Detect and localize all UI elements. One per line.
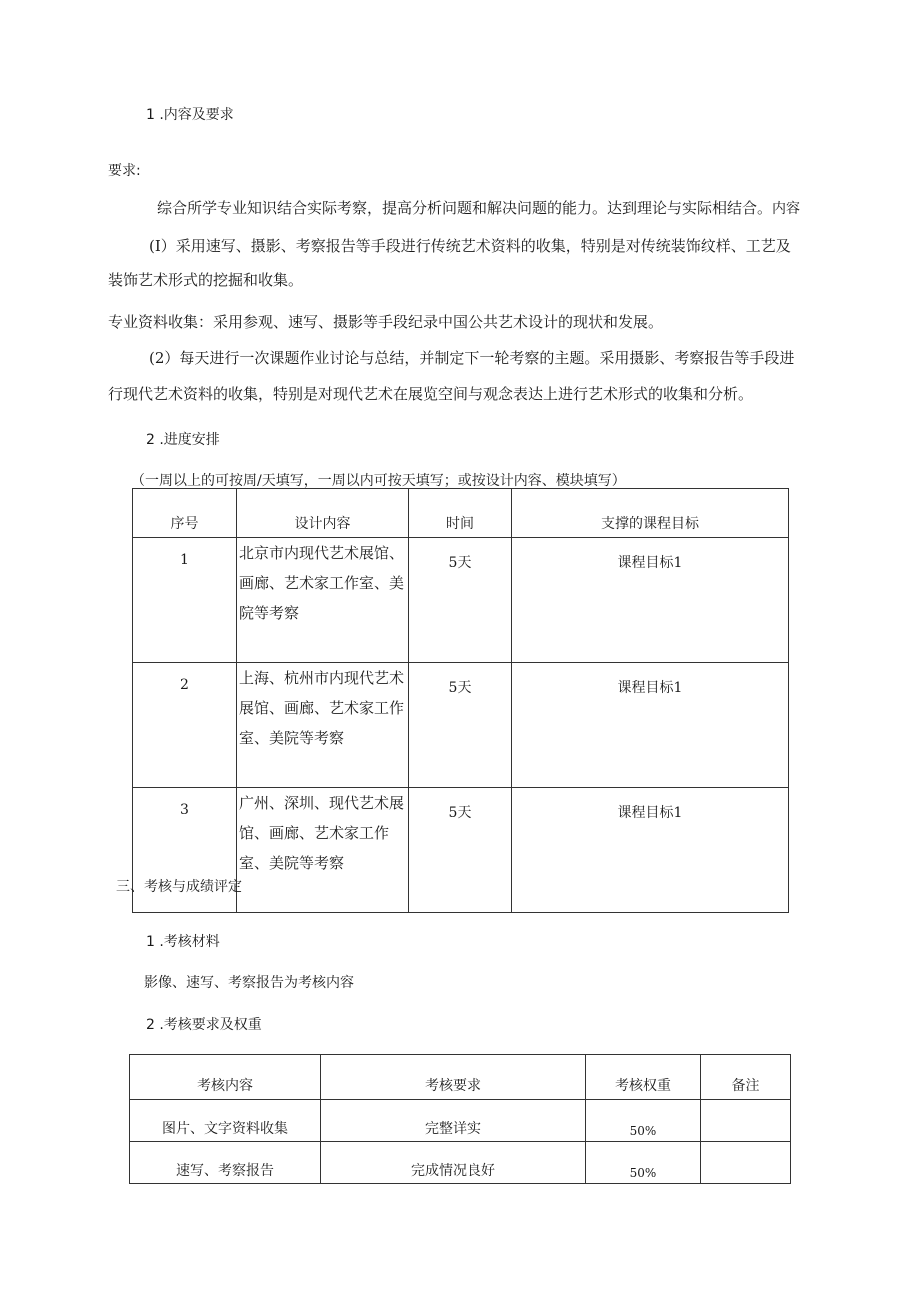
row-no: 1 <box>133 538 237 663</box>
row-goal: 课程目标1 <box>512 788 789 913</box>
assess-requirement: 完整详实 <box>321 1100 586 1142</box>
table-row <box>130 1142 791 1184</box>
schedule-table <box>132 488 789 913</box>
header-time: 时间 <box>409 489 512 538</box>
row-content: 上海、杭州市内现代艺术展馆、画廊、艺术家工作室、美院等考察 <box>239 669 405 747</box>
table-row <box>133 538 789 663</box>
content-label: 内容 <box>772 201 801 217</box>
row-content-cell <box>237 538 409 663</box>
header-assess-requirement: 考核要求 <box>321 1055 586 1100</box>
section-heading-content-requirements: 1 .内容及要求 <box>146 107 234 123</box>
assess-weight: 50% <box>586 1142 701 1184</box>
assess-weight: 50% <box>586 1100 701 1142</box>
row-goal: 课程目标1 <box>512 538 789 663</box>
materials-text: 影像、速写、考察报告为考核内容 <box>144 975 354 991</box>
row-goal: 课程目标1 <box>512 663 789 788</box>
requirement-label: 要求: <box>108 163 141 179</box>
assess-note <box>701 1100 791 1142</box>
assess-note <box>701 1142 791 1184</box>
header-goal: 支撑的课程目标 <box>512 489 789 538</box>
assess-requirement: 完成情况良好 <box>321 1142 586 1184</box>
schedule-table-header <box>133 489 789 538</box>
assessment-table <box>129 1054 791 1184</box>
row-time: 5天 <box>409 538 512 663</box>
requirement-text <box>157 197 800 218</box>
item1-line2: 装饰艺术形式的挖掘和收集。 <box>108 271 304 289</box>
assess-content: 速写、考察报告 <box>130 1142 321 1184</box>
row-no: 2 <box>133 663 237 788</box>
item2-line2: 行现代艺术资料的收集，特别是对现代艺术在展览空间与观念表达上进行艺术形式的收集和分析。 <box>108 385 754 403</box>
table-row <box>130 1100 791 1142</box>
table-row <box>133 663 789 788</box>
schedule-note: （一周以上的可按周/天填写，一周以内可按天填写；或按设计内容、模块填写） <box>131 473 626 489</box>
subheading-materials: 1 .考核材料 <box>146 934 220 950</box>
subheading-requirements-weights: 2 .考核要求及权重 <box>146 1017 262 1033</box>
row-content-cell <box>237 663 409 788</box>
section-heading-schedule: 2 .进度安排 <box>146 432 220 448</box>
assess-content: 图片、文字资料收集 <box>130 1100 321 1142</box>
header-no: 序号 <box>133 489 237 538</box>
section-heading-assessment: 三、考核与成绩评定 <box>116 879 242 895</box>
item2-line1: (2）每天进行一次课题作业讨论与总结，并制定下一轮考察的主题。采用摄影、考察报告等手段进 <box>149 349 795 367</box>
item1-line1: (I）采用速写、摄影、考察报告等手段进行传统艺术资料的收集，特别是对传统装饰纹样、工艺及 <box>149 237 791 255</box>
row-no: 3 <box>133 788 237 913</box>
collection-text: 专业资料收集：采用参观、速写、摄影等手段纪录中国公共艺术设计的现状和发展。 <box>108 313 664 331</box>
row-content: 广州、深圳、现代艺术展馆、画廊、艺术家工作室、美院等考察 <box>239 794 405 872</box>
header-content: 设计内容 <box>237 489 409 538</box>
header-assess-note: 备注 <box>701 1055 791 1100</box>
row-time: 5天 <box>409 788 512 913</box>
row-time: 5天 <box>409 663 512 788</box>
header-assess-content: 考核内容 <box>130 1055 321 1100</box>
header-assess-weight: 考核权重 <box>586 1055 701 1100</box>
row-content-cell <box>237 788 409 913</box>
requirement-sentence: 综合所学专业知识结合实际考察，提高分析问题和解决问题的能力。达到理论与实际相结合。 <box>157 199 773 217</box>
assessment-table-header <box>130 1055 791 1100</box>
row-content: 北京市内现代艺术展馆、画廊、艺术家工作室、美院等考察 <box>239 544 405 622</box>
